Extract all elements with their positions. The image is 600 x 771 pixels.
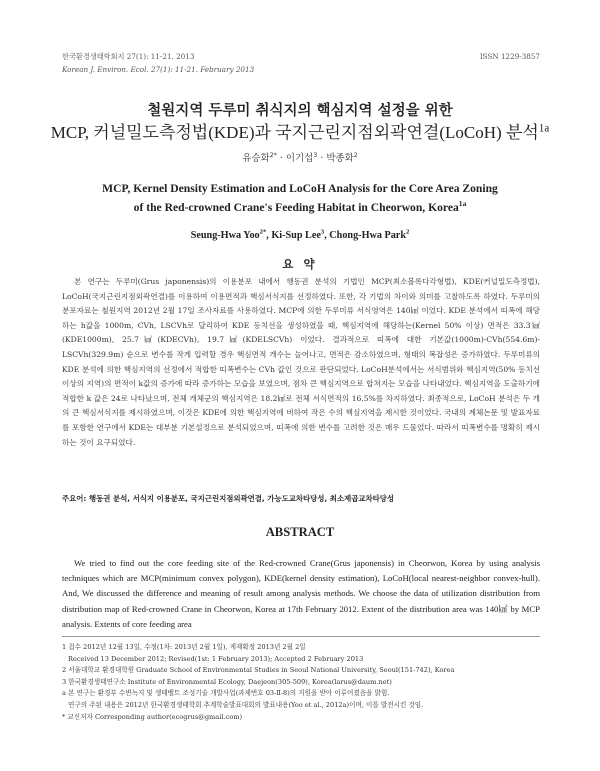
title-kr-line1: 철원지역 두루미 취식지의 핵심지역 설정을 위한 [147,103,453,119]
journal-header-kr: 한국환경생태학회지 27(1): 11-21. 2013 [62,52,195,61]
abstract-heading: ABSTRACT [265,525,335,539]
author-en-1-sup: 2* [259,228,267,236]
author-kr-sep: · [317,153,327,164]
footnote-divider [62,636,540,637]
author-kr-1: 유승화 [242,153,270,164]
author-kr-sep: · [276,153,286,164]
abstract-text: We tried to find out the core feeding site of the Red-crowned Crane(Grus japonensis) in Cheorwon, Korea by using analysis techniques which are MCP(minimum convex polygon), KDE(kernel density estimation), LoCoH(local nearest-neighbor convex-hull). And, We discussed the difference and meaning of result among analysis methods. We choose the data of utilization distribution from distribution map of Red-crowned Crane in Cheorwon, Korea at 17th February 2012. Extent of the distribution area was 140㎢ by MCP analysis. Extents of core feeding area [62,558,540,629]
journal-header-en: Korean J. Environ. Ecol. 27(1): 11-21. February 2013 [62,65,255,74]
author-en-3-sup: 2 [406,228,410,236]
author-en-1: Seung-Hwa Yoo [190,230,260,241]
footnote-affiliation-3: 3 한국환경생태연구소 Institute of Environmental Ecology, Daejeon(305-509), Korea(larus@daum.net) [62,677,392,686]
author-kr-1-sup: 2* [269,151,277,159]
footnote-affiliation-2: 2 서울대학교 환경대학원 Graduate School of Environmental Studies in Seoul National University, Seoul(151-742), Korea [62,666,455,675]
author-kr-3: 박종화 [326,153,354,164]
issn: ISSN 1229-3857 [479,52,540,61]
keywords: 주요어: 행동권 분석, 서식지 이용분포, 국지근린지점외곽연결, 가능도교차타당성, 최소제곱교차타당성 [62,494,395,503]
title-en-sup: 1a [458,199,467,209]
footnote-received-kr: 1 접수 2012년 12월 13일, 수정(1차: 2013년 2월 1일), 게재확정 2013년 2월 2일 [62,643,306,651]
footnote-presentation: 연구의 주된 내용은 2012년 한국환경생태학회 추계학술발표대회의 발표내용(Yoo et al., 2012a)이며, 이를 발전시킨 것임. [68,700,424,709]
author-kr-2: 이기섭 [285,153,314,164]
title-en-line1: MCP, Kernel Density Estimation and LoCoH Analysis for the Core Area Zoning [102,182,498,195]
title-kr-line2-text: MCP, 커널밀도측정법(KDE)과 국지근린지점외곽연결(LoCoH) 분석 [50,123,539,142]
title-kr-line2 [0,118,600,143]
footnote-funding: a 본 연구는 환경부 수변녹지 및 생태벨트 조성기술 개발사업(과제번호 03-Ⅱ-8)의 지원을 받아 이루어졌음을 밝힘. [62,689,390,698]
authors-en [0,230,600,241]
title-en-line2 [0,201,600,214]
authors-kr [0,150,600,164]
footnote-received-en: Received 13 December 2012; Revised(1st: 1 February 2013); Accepted 2 February 2013 [68,654,364,663]
footnotes [62,642,552,723]
summary-text: 본 연구는 두루미(Grus japonensis)의 이용분포 내에서 행동권 분석의 기법인 MCP(최소볼록다각형법), KDE(커널밀도측정법), LoCoH(국지근린지점외곽연결)를 이용하여 이용면적과 핵심서식지를 선정하였다. 또한, 각 기법의 차이와 의미를 고찰하도록 하였다. 두루미의 분포자료는 철원지역 2012년 2월 17일 조사자료를 사용하였다. MCP에 의한 두루미류 서식영역은 140㎢ 이었다. KDE 분석에서 띠폭에 해당하는 h값을 1000m, CVh, LSCVh로 달리하여 KDE 등치선을 생성하였을 때, 핵심지역에 해당하는(Kernel 50% 이상) 면적은 33.3㎢(KDE1000m), 25.7㎢(KDECVh), 19.7㎢(KDELSCVh) 이었다. 결과적으로 띠폭에 대한 기본값(1000m)-CVh(554.6m)-LSCVh(329.9m) 순으로 변수를 작게 입력할 경우 핵심면적 개수는 늘어나고, 면적은 감소하였으며, 형태의 복잡성은 증가하였다. 두루미류의 KDE 분석에 의한 핵심지역의 선정에서 적합한 띠폭변수는 CVh 값인 것으로 판단되었다. LoCoH분석에서는 서식범위와 핵심지역(50% 등치선 이상의 지역)의 면적이 k값의 증가에 따라 증가하는 모습을 보였으며, 점차 큰 핵심지역으로 합쳐지는 모습을 나타내었다. 핵심지역을 도출하기에 적합한 k 값은 24로 나타났으며, 전체 개체군의 핵심지역은 18.2㎢로 전체 서식면적의 16.5%를 차지하였다. 최종적으로, LoCoH 분석은 두 개의 큰 핵심서식지를 제시하였으며, 이것은 KDE에 의한 핵심지역에 비하여 작은 수의 핵심지역을 제시한 것이었다. 국내의 계체논문 및 발표자료를 포함한 연구에서 KDE는 대부분 기본설정으로 분석되었으며, 띠폭에 의한 변수를 고려한 것은 매우 드물었다. 따라서 띠폭변수를 명확히 제시하는 것이 요구되었다. [62,277,540,447]
title-en-line2-text: of the Red-crowned Crane's Feeding Habitat in Cheorwon, Korea [133,201,459,214]
footnote-corresponding: * 교신저자 Corresponding author(ecogrus@gmail.com) [62,712,243,721]
author-kr-2-sup: 3 [313,151,318,159]
author-en-3: , Chong-Hwa Park [324,230,406,241]
author-en-2: , Ki-Sup Lee [266,230,321,241]
author-en-2-sup: 3 [320,228,325,236]
summary-heading: 요 약 [282,257,318,271]
title-kr-sup: 1a [538,122,550,135]
author-kr-3-sup: 2 [353,151,358,159]
